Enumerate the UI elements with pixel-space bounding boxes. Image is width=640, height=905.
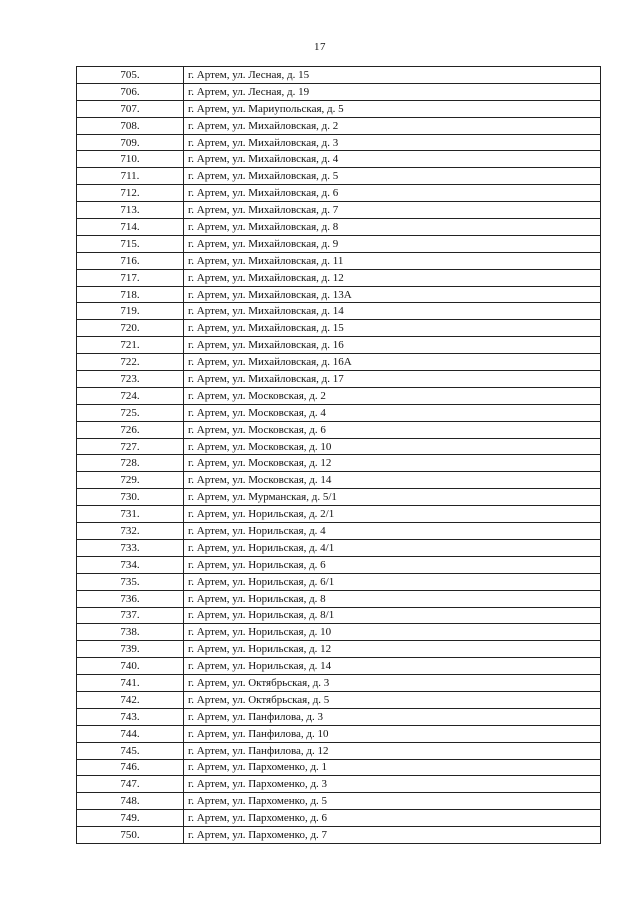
address-cell: г. Артем, ул. Октябрьская, д. 3: [184, 675, 601, 692]
address-cell: г. Артем, ул. Московская, д. 12: [184, 455, 601, 472]
row-number-cell: 745.: [77, 742, 184, 759]
row-number-cell: 741.: [77, 675, 184, 692]
address-cell: г. Артем, ул. Пархоменко, д. 5: [184, 793, 601, 810]
address-cell: г. Артем, ул. Михайловская, д. 8: [184, 219, 601, 236]
table-row: [77, 590, 601, 607]
address-cell: г. Артем, ул. Лесная, д. 19: [184, 83, 601, 100]
table-row: [77, 506, 601, 523]
address-cell: г. Артем, ул. Октябрьская, д. 5: [184, 691, 601, 708]
table-row: [77, 539, 601, 556]
row-number-cell: 730.: [77, 489, 184, 506]
address-cell: г. Артем, ул. Михайловская, д. 16А: [184, 354, 601, 371]
table-row: [77, 354, 601, 371]
row-number-cell: 705.: [77, 67, 184, 84]
table-row: [77, 337, 601, 354]
row-number-cell: 729.: [77, 472, 184, 489]
table-row: [77, 742, 601, 759]
address-cell: г. Артем, ул. Лесная, д. 15: [184, 67, 601, 84]
table-row: [77, 472, 601, 489]
address-cell: г. Артем, ул. Московская, д. 6: [184, 421, 601, 438]
address-cell: г. Артем, ул. Михайловская, д. 11: [184, 252, 601, 269]
row-number-cell: 726.: [77, 421, 184, 438]
row-number-cell: 742.: [77, 691, 184, 708]
row-number-cell: 710.: [77, 151, 184, 168]
row-number-cell: 731.: [77, 506, 184, 523]
row-number-cell: 714.: [77, 219, 184, 236]
table-row: [77, 185, 601, 202]
row-number-cell: 728.: [77, 455, 184, 472]
address-cell: г. Артем, ул. Норильская, д. 10: [184, 624, 601, 641]
address-cell: г. Артем, ул. Московская, д. 4: [184, 404, 601, 421]
table-row: [77, 708, 601, 725]
address-cell: г. Артем, ул. Норильская, д. 4/1: [184, 539, 601, 556]
row-number-cell: 715.: [77, 235, 184, 252]
address-cell: г. Артем, ул. Мариупольская, д. 5: [184, 100, 601, 117]
row-number-cell: 736.: [77, 590, 184, 607]
table-row: [77, 793, 601, 810]
table-row: [77, 67, 601, 84]
row-number-cell: 749.: [77, 810, 184, 827]
address-cell: г. Артем, ул. Михайловская, д. 3: [184, 134, 601, 151]
address-cell: г. Артем, ул. Михайловская, д. 6: [184, 185, 601, 202]
address-cell: г. Артем, ул. Норильская, д. 12: [184, 641, 601, 658]
row-number-cell: 739.: [77, 641, 184, 658]
table-row: [77, 556, 601, 573]
address-cell: г. Артем, ул. Михайловская, д. 4: [184, 151, 601, 168]
table-row: [77, 810, 601, 827]
address-cell: г. Артем, ул. Норильская, д. 6/1: [184, 573, 601, 590]
row-number-cell: 711.: [77, 168, 184, 185]
row-number-cell: 716.: [77, 252, 184, 269]
row-number-cell: 750.: [77, 827, 184, 844]
table-row: [77, 235, 601, 252]
table-row: [77, 219, 601, 236]
row-number-cell: 720.: [77, 320, 184, 337]
address-cell: г. Артем, ул. Московская, д. 2: [184, 387, 601, 404]
address-cell: г. Артем, ул. Михайловская, д. 2: [184, 117, 601, 134]
table-row: [77, 404, 601, 421]
table-row: [77, 303, 601, 320]
address-cell: г. Артем, ул. Михайловская, д. 13А: [184, 286, 601, 303]
address-cell: г. Артем, ул. Михайловская, д. 5: [184, 168, 601, 185]
table-row: [77, 455, 601, 472]
table-row: [77, 523, 601, 540]
address-cell: г. Артем, ул. Михайловская, д. 12: [184, 269, 601, 286]
row-number-cell: 734.: [77, 556, 184, 573]
table-row: [77, 658, 601, 675]
table-row: [77, 286, 601, 303]
address-cell: г. Артем, ул. Михайловская, д. 17: [184, 371, 601, 388]
address-cell: г. Артем, ул. Пархоменко, д. 1: [184, 759, 601, 776]
address-cell: г. Артем, ул. Михайловская, д. 14: [184, 303, 601, 320]
address-cell: г. Артем, ул. Норильская, д. 2/1: [184, 506, 601, 523]
row-number-cell: 717.: [77, 269, 184, 286]
address-cell: г. Артем, ул. Панфилова, д. 10: [184, 725, 601, 742]
table-row: [77, 776, 601, 793]
address-cell: г. Артем, ул. Пархоменко, д. 3: [184, 776, 601, 793]
address-cell: г. Артем, ул. Норильская, д. 14: [184, 658, 601, 675]
table-row: [77, 269, 601, 286]
address-cell: г. Артем, ул. Норильская, д. 8/1: [184, 607, 601, 624]
address-cell: г. Артем, ул. Михайловская, д. 7: [184, 202, 601, 219]
page-number: 17: [314, 41, 326, 53]
address-cell: г. Артем, ул. Московская, д. 10: [184, 438, 601, 455]
address-table: [76, 66, 601, 844]
row-number-cell: 709.: [77, 134, 184, 151]
address-table-body: [77, 67, 601, 844]
table-row: [77, 827, 601, 844]
row-number-cell: 724.: [77, 387, 184, 404]
row-number-cell: 706.: [77, 83, 184, 100]
row-number-cell: 737.: [77, 607, 184, 624]
table-row: [77, 421, 601, 438]
table-row: [77, 320, 601, 337]
table-row: [77, 117, 601, 134]
row-number-cell: 744.: [77, 725, 184, 742]
table-row: [77, 371, 601, 388]
row-number-cell: 719.: [77, 303, 184, 320]
address-cell: г. Артем, ул. Панфилова, д. 3: [184, 708, 601, 725]
address-cell: г. Артем, ул. Норильская, д. 4: [184, 523, 601, 540]
row-number-cell: 707.: [77, 100, 184, 117]
table-row: [77, 675, 601, 692]
row-number-cell: 743.: [77, 708, 184, 725]
row-number-cell: 712.: [77, 185, 184, 202]
row-number-cell: 718.: [77, 286, 184, 303]
table-row: [77, 691, 601, 708]
address-cell: г. Артем, ул. Московская, д. 14: [184, 472, 601, 489]
address-cell: г. Артем, ул. Норильская, д. 8: [184, 590, 601, 607]
row-number-cell: 740.: [77, 658, 184, 675]
row-number-cell: 727.: [77, 438, 184, 455]
table-row: [77, 252, 601, 269]
table-row: [77, 202, 601, 219]
address-cell: г. Артем, ул. Михайловская, д. 16: [184, 337, 601, 354]
address-cell: г. Артем, ул. Пархоменко, д. 6: [184, 810, 601, 827]
row-number-cell: 747.: [77, 776, 184, 793]
table-row: [77, 641, 601, 658]
row-number-cell: 713.: [77, 202, 184, 219]
table-row: [77, 83, 601, 100]
address-cell: г. Артем, ул. Норильская, д. 6: [184, 556, 601, 573]
table-row: [77, 624, 601, 641]
row-number-cell: 725.: [77, 404, 184, 421]
address-cell: г. Артем, ул. Пархоменко, д. 7: [184, 827, 601, 844]
table-row: [77, 438, 601, 455]
table-row: [77, 151, 601, 168]
table-row: [77, 387, 601, 404]
table-row: [77, 607, 601, 624]
table-row: [77, 489, 601, 506]
row-number-cell: 738.: [77, 624, 184, 641]
row-number-cell: 708.: [77, 117, 184, 134]
table-row: [77, 100, 601, 117]
row-number-cell: 733.: [77, 539, 184, 556]
address-cell: г. Артем, ул. Михайловская, д. 15: [184, 320, 601, 337]
row-number-cell: 723.: [77, 371, 184, 388]
address-cell: г. Артем, ул. Панфилова, д. 12: [184, 742, 601, 759]
row-number-cell: 721.: [77, 337, 184, 354]
table-row: [77, 134, 601, 151]
address-cell: г. Артем, ул. Мурманская, д. 5/1: [184, 489, 601, 506]
table-row: [77, 573, 601, 590]
row-number-cell: 748.: [77, 793, 184, 810]
row-number-cell: 746.: [77, 759, 184, 776]
table-row: [77, 759, 601, 776]
row-number-cell: 735.: [77, 573, 184, 590]
row-number-cell: 732.: [77, 523, 184, 540]
address-cell: г. Артем, ул. Михайловская, д. 9: [184, 235, 601, 252]
table-row: [77, 168, 601, 185]
row-number-cell: 722.: [77, 354, 184, 371]
table-row: [77, 725, 601, 742]
